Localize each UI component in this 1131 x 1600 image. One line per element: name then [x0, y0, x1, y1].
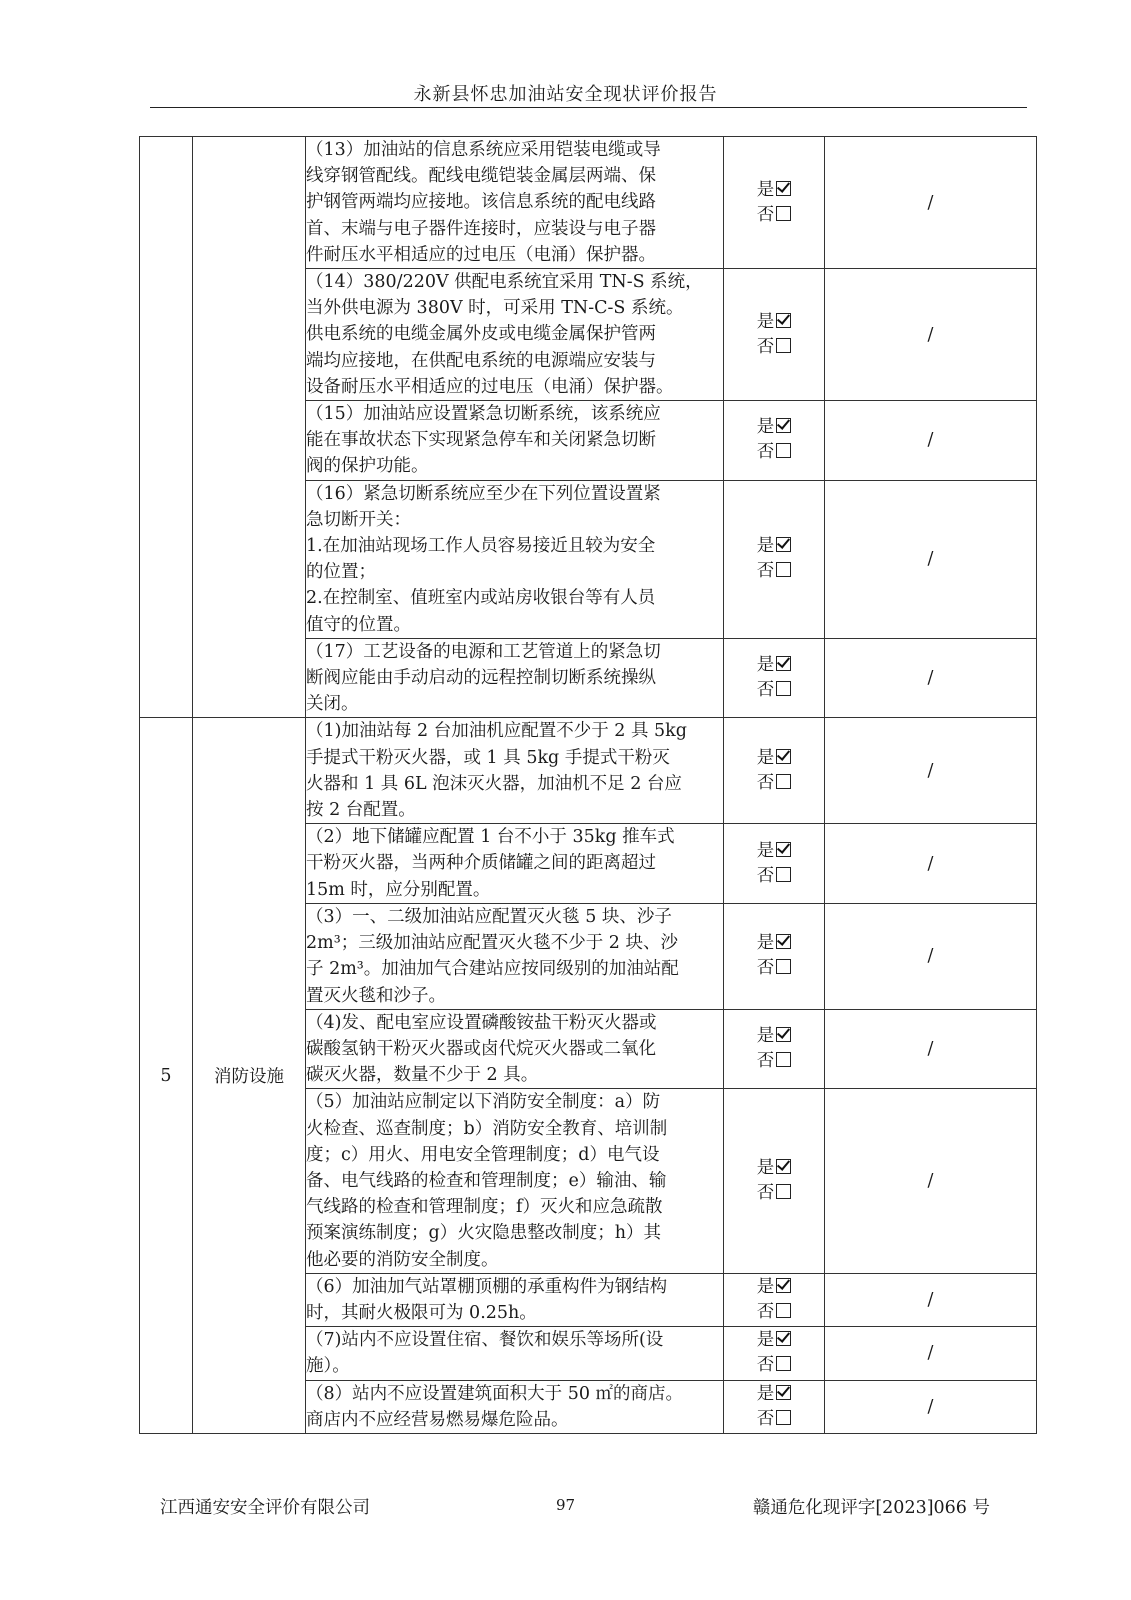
- requirement-line: 度；c）用火、用电安全管理制度；d）电气设: [306, 1144, 660, 1165]
- requirement-line: （13）加油站的信息系统应采用铠装电缆或导: [306, 140, 661, 160]
- requirement-text: [306, 1089, 724, 1273]
- yes-no-cell: [724, 137, 825, 269]
- yes-option: [724, 653, 824, 678]
- yes-label: 是: [756, 1158, 775, 1179]
- footer-doc-number: 赣通危化现评字[2023]066 号: [752, 1498, 990, 1518]
- item-number-cell: [140, 137, 193, 718]
- no-checkbox-icon: [776, 443, 791, 458]
- requirement-line: 干粉灭火器，当两种介质储罐之间的距离超过: [306, 853, 656, 874]
- yes-no-cell: [724, 824, 825, 904]
- yes-option: [724, 1328, 824, 1353]
- remark-cell: /: [825, 1327, 1037, 1380]
- requirement-text: [306, 1327, 724, 1380]
- requirement-line: 2m³；三级加油站应配置灭火毯不少于 2 块、沙: [306, 933, 679, 954]
- requirement-line: 关闭。: [306, 694, 359, 715]
- requirement-line: 手提式干粉灭火器，或 1 具 5kg 手提式干粉灭: [306, 747, 670, 768]
- requirement-line: （16）紧急切断系统应至少在下列位置设置紧: [306, 483, 661, 504]
- no-option: [724, 559, 824, 584]
- remark-cell: /: [825, 903, 1037, 1009]
- yes-no-cell: [724, 1380, 825, 1433]
- yes-no-cell: [724, 1089, 825, 1273]
- requirement-line: 端均应接地，在供配电系统的电源端应安装与: [306, 350, 656, 371]
- no-option: [724, 335, 824, 360]
- yes-checkbox-icon: [776, 1159, 791, 1174]
- yes-option: [724, 534, 824, 559]
- requirement-line: （14）380/220V 供配电系统宜采用 TN-S 系统，: [306, 272, 703, 293]
- no-checkbox-icon: [776, 959, 791, 974]
- no-label: 否: [756, 204, 775, 225]
- requirement-line: （3）一、二级加油站应配置灭火毯 5 块、沙子: [306, 906, 672, 927]
- no-option: [724, 440, 824, 465]
- page-header-title: 永新县怀忠加油站安全现状评价报告: [413, 84, 718, 105]
- no-label: 否: [756, 958, 775, 979]
- yes-label: 是: [756, 747, 775, 768]
- requirement-text: [306, 824, 724, 904]
- requirement-line: 火检查、巡查制度；b）消防安全教育、培训制: [306, 1118, 668, 1139]
- table-row: [140, 137, 1037, 269]
- no-checkbox-icon: [776, 562, 791, 577]
- no-checkbox-icon: [776, 1052, 791, 1067]
- no-label: 否: [756, 865, 775, 886]
- no-label: 否: [756, 1051, 775, 1071]
- requirement-line: 首、末端与电子器件连接时，应装设与电子器: [306, 218, 656, 239]
- yes-option: [724, 415, 824, 440]
- yes-option: [724, 746, 824, 771]
- yes-no-cell: [724, 638, 825, 718]
- requirement-line: （5）加油站应制定以下消防安全制度：a）防: [306, 1092, 661, 1113]
- yes-option: [724, 931, 824, 956]
- yes-label: 是: [756, 179, 775, 200]
- requirement-line: 火器和 1 具 6L 泡沫灭火器，加油机不足 2 台应: [306, 773, 682, 794]
- requirement-text: [306, 480, 724, 638]
- header-rule: [150, 107, 1027, 108]
- requirement-line: 预案演练制度；g）火灾隐患整改制度；h）其: [306, 1223, 661, 1244]
- yes-no-cell: [724, 401, 825, 481]
- requirement-line: （6）加油加气站罩棚顶棚的承重构件为钢结构: [306, 1276, 668, 1297]
- no-option: [724, 1407, 824, 1432]
- yes-no-cell: [724, 1327, 825, 1380]
- requirement-text: [306, 137, 724, 269]
- requirement-line: （17）工艺设备的电源和工艺管道上的紧急切: [306, 641, 661, 662]
- yes-label: 是: [756, 1383, 775, 1404]
- yes-no-cell: [724, 480, 825, 638]
- requirement-line: （7)站内不应设置住宿、餐饮和娱乐等场所(设: [306, 1330, 664, 1351]
- yes-checkbox-icon: [776, 1385, 791, 1400]
- remark-cell: /: [825, 1380, 1037, 1433]
- yes-checkbox-icon: [776, 1278, 791, 1293]
- no-checkbox-icon: [776, 1356, 791, 1371]
- requirement-line: （8）站内不应设置建筑面积大于 50 ㎡的商店。: [306, 1383, 684, 1404]
- footer-company: 江西通安安全评价有限公司: [160, 1498, 370, 1518]
- remark-cell: /: [825, 1089, 1037, 1273]
- requirement-line: 他必要的消防安全制度。: [306, 1249, 499, 1270]
- yes-no-cell: [724, 1273, 825, 1326]
- no-option: [724, 203, 824, 228]
- no-option: [724, 1300, 824, 1325]
- yes-checkbox-icon: [776, 1331, 791, 1346]
- requirement-line: 的位置；: [306, 562, 376, 583]
- no-checkbox-icon: [776, 206, 791, 221]
- yes-label: 是: [756, 1276, 775, 1297]
- requirement-text: [306, 401, 724, 481]
- requirement-line: （15）加油站应设置紧急切断系统，该系统应: [306, 404, 661, 425]
- requirement-text: [306, 638, 724, 718]
- requirement-line: 断阀应能由手动启动的远程控制切断系统操纵: [306, 668, 656, 689]
- no-option: [724, 1353, 824, 1378]
- yes-option: [724, 1382, 824, 1407]
- requirement-line: 碳灭火器，数量不少于 2 具。: [306, 1065, 539, 1086]
- no-option: [724, 678, 824, 703]
- requirement-line: 阀的保护功能。: [306, 456, 429, 477]
- requirement-text: [306, 718, 724, 824]
- yes-label: 是: [756, 1330, 775, 1351]
- requirement-line: 商店内不应经营易燃易爆危险品。: [306, 1409, 569, 1430]
- yes-checkbox-icon: [776, 934, 791, 949]
- requirement-line: 当外供电源为 380V 时，可采用 TN-C-S 系统。: [306, 298, 684, 319]
- no-label: 否: [756, 1183, 775, 1204]
- requirement-line: （4)发、配电室应设置磷酸铵盐干粉灭火器或: [306, 1012, 657, 1033]
- requirement-line: 子 2m³。加油加气合建站应按同级别的加油站配: [306, 959, 679, 980]
- no-checkbox-icon: [776, 1184, 791, 1199]
- remark-cell: /: [825, 1009, 1037, 1089]
- no-label: 否: [756, 561, 775, 582]
- yes-label: 是: [756, 655, 775, 676]
- no-label: 否: [756, 1355, 775, 1376]
- yes-option: [724, 1024, 824, 1049]
- remark-cell: /: [825, 638, 1037, 718]
- yes-checkbox-icon: [776, 656, 791, 671]
- yes-option: [724, 310, 824, 335]
- no-label: 否: [756, 1301, 775, 1322]
- remark-cell: /: [825, 480, 1037, 638]
- footer-page-number: 97: [555, 1496, 576, 1514]
- requirement-line: 供电系统的电缆金属外皮或电缆金属保护管两: [306, 324, 656, 345]
- table-row: [140, 718, 1037, 824]
- yes-option: [724, 839, 824, 864]
- requirement-line: 备、电气线路的检查和管理制度；e）输油、输: [306, 1170, 667, 1191]
- requirement-line: （1)加油站每 2 台加油机应配置不少于 2 具 5kg: [306, 721, 687, 742]
- requirement-line: 碳酸氢钠干粉灭火器或卤代烷灭火器或二氧化: [306, 1038, 656, 1059]
- yes-checkbox-icon: [776, 418, 791, 433]
- yes-checkbox-icon: [776, 537, 791, 552]
- no-option: [724, 771, 824, 796]
- no-checkbox-icon: [776, 774, 791, 789]
- requirement-line: 护钢管两端均应接地。该信息系统的配电线路: [306, 192, 656, 213]
- evaluation-table: [139, 136, 1037, 1434]
- item-category-cell: 消防设施: [193, 718, 306, 1433]
- requirement-line: 值守的位置。: [306, 614, 411, 635]
- requirement-line: 15m 时，应分别配置。: [306, 879, 491, 900]
- item-number-cell: 5: [140, 718, 193, 1433]
- yes-checkbox-icon: [776, 1027, 791, 1042]
- yes-option: [724, 1275, 824, 1300]
- yes-label: 是: [756, 933, 775, 954]
- requirement-line: 1.在加油站现场工作人员容易接近且较为安全: [306, 536, 656, 557]
- requirement-line: 急切断开关：: [306, 509, 411, 530]
- requirement-line: 置灭火毯和沙子。: [306, 985, 446, 1006]
- remark-cell: /: [825, 401, 1037, 481]
- no-option: [724, 956, 824, 981]
- item-category-cell: [193, 137, 306, 718]
- requirement-line: 时，其耐火极限可为 0.25h。: [306, 1302, 537, 1323]
- no-checkbox-icon: [776, 1303, 791, 1318]
- yes-label: 是: [756, 417, 775, 438]
- no-label: 否: [756, 772, 775, 793]
- remark-cell: /: [825, 824, 1037, 904]
- requirement-text: [306, 903, 724, 1009]
- remark-cell: /: [825, 1273, 1037, 1326]
- requirement-text: [306, 1009, 724, 1089]
- yes-checkbox-icon: [776, 313, 791, 328]
- yes-no-cell: [724, 903, 825, 1009]
- no-checkbox-icon: [776, 681, 791, 696]
- requirement-line: 设备耐压水平相适应的过电压（电涌）保护器。: [306, 376, 674, 397]
- yes-checkbox-icon: [776, 181, 791, 196]
- requirement-text: [306, 1380, 724, 1433]
- no-label: 否: [756, 680, 775, 701]
- requirement-line: 2.在控制室、值班室内或站房收银台等有人员: [306, 588, 656, 609]
- no-option: [724, 1181, 824, 1206]
- yes-option: [724, 178, 824, 203]
- yes-option: [724, 1156, 824, 1181]
- yes-no-cell: [724, 718, 825, 824]
- requirement-line: 按 2 台配置。: [306, 800, 416, 821]
- requirement-line: 线穿钢管配线。配线电缆铠装金属层两端、保: [306, 166, 656, 187]
- no-label: 否: [756, 1408, 775, 1429]
- requirement-line: 施）。: [306, 1356, 350, 1377]
- no-checkbox-icon: [776, 338, 791, 353]
- requirement-line: 气线路的检查和管理制度；f）灭火和应急疏散: [306, 1197, 663, 1218]
- requirement-line: 能在事故状态下实现紧急停车和关闭紧急切断: [306, 430, 656, 451]
- requirement-line: 件耐压水平相适应的过电压（电涌）保护器。: [306, 244, 656, 265]
- yes-label: 是: [756, 536, 775, 557]
- no-checkbox-icon: [776, 867, 791, 882]
- remark-cell: /: [825, 137, 1037, 269]
- yes-no-cell: [724, 269, 825, 401]
- requirement-text: [306, 1273, 724, 1326]
- no-label: 否: [756, 442, 775, 463]
- yes-label: 是: [756, 840, 775, 861]
- remark-cell: /: [825, 269, 1037, 401]
- no-option: [724, 864, 824, 889]
- yes-checkbox-icon: [776, 749, 791, 764]
- remark-cell: /: [825, 718, 1037, 824]
- yes-label: 是: [756, 311, 775, 332]
- requirement-text: [306, 269, 724, 401]
- no-label: 否: [756, 336, 775, 357]
- yes-checkbox-icon: [776, 842, 791, 857]
- no-option: [724, 1049, 824, 1074]
- yes-no-cell: [724, 1009, 825, 1089]
- no-checkbox-icon: [776, 1410, 791, 1425]
- requirement-line: （2）地下储罐应配置 1 台不小于 35kg 推车式: [306, 827, 675, 848]
- yes-label: 是: [756, 1026, 775, 1046]
